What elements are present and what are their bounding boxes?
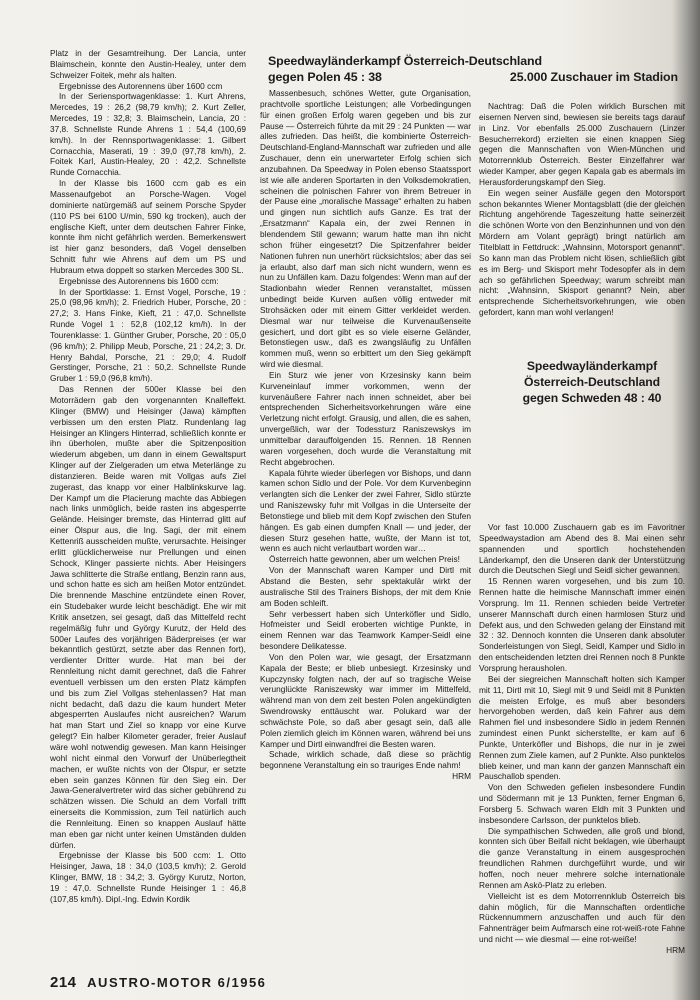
paragraph: Ergebnisse des Autorennens über 1600 ccm: [59, 80, 223, 91]
article-column-addendum: [479, 101, 685, 318]
paragraph: Ein Sturz wie jener von Krzesinsky kann beim Kurveneinlauf immer vorkommen, wenn der kurvenäußere Fahrer nach innen schneidet, aber bei entsprechenden Sicherheitsvorkehrungen wäre eine Verletzung nicht erfolgt. Grausig, und allen, die es sahen, unvergeßlich, war der Todessturz Raniszewskys im unmittelbar darauffolgenden 15. Rennen. 18 Rennen waren vorgesehen, doch wurde die Veranstaltung mit Recht abgebrochen.: [260, 369, 471, 467]
headline-line: Speedwayländerkampf: [526, 359, 658, 373]
paragraph: Das Rennen der 500er Klasse bei den Motorrädern gab den vorgenannten Knalleffekt. Klinger (BMW) und Heisinger (Jawa) kämpften verbissen um den ersten Platz. Rundenlang lag Heisinger an Klingers Hinterrad, schließlich konnte er ihn überholen, mußte aber die Spitzenposition wiederum abgeben, um dann in einem Gewaltspurt Klinger auf der Zielgeraden um etwa Meterlänge zu distanzieren. Beide waren mit Vollgas aufs Ziel zugerast, das knapp vor einer Halblinkskurve lag. Der Kampf um die Placierung machte das Abbiegen nach links unmöglich, beide rasten ins abgesperrte Gelände. Heisinger bremste, das Hinterrad glitt auf einer Ölspur aus, die Ing. Sagi, der mit einem Kettenriß ausscheiden mußte, verursachte. Heisinger erlitt glücklicherweise nur Prellungen und einen Schock, Klinger passierte nichts. Aber Heisingers Jawa schlitterte die Straße entlang, Benzin rann aus, und schon hatte es sich am heißen Motor entzündet. Die brennende Maschine entzündete einen Rover, ein Studebaker wurde leicht beschädigt. Ehe wir mit Kritik ansetzen, sei gesagt, daß das Mittelfeld recht regelmäßig fuhr und György Kurutz, der Held des 500er Laufes des vorjährigen Bäderpreises (er war bekanntlich gestürzt, setzte aber das Rennen fort), verdienter Dritter wurde. Hat man bei der Rennleitung nicht damit gerechnet, daß die Fahrer eventuell verbissen um den ersten Platz kämpfen und bis zum Ziel Vollgas stehenlassen? Hat man nicht bedacht, daß dazu die kaum hundert Meter abgesperrten Auslaufes nicht ausreichen? Warum hat man Start und Ziel so knapp vor eine Kurve gelegt? Ein halber Kilometer gerader, freier Auslauf wäre wohl notwendig gewesen. Man kann Heisinger wohl nicht einmal den Vorwurf der Unüberlegtheit machen, er wußte nichts von der Ölspur, er setzte eben sein ganzes Können für den Sieg ein. Der Jawa-Generalvertreter wird das sicher gebührend zu schätzen wissen. Die Schuld an dem Vorfall trifft einerseits die Kommission, zum Teil natürlich auch die Rennleitung. Einen so knappen Auslauf hätte man eben gar nicht unter keinen Umständen dulden dürfen.: [50, 384, 246, 850]
author-signature: HRM: [666, 944, 685, 955]
paragraph: In der Sportklasse: 1. Ernst Vogel, Porsche, 19 : 25,0 (98,96 km/h); 2. Friedrich Huber, Porsche, 20 : 27,2; 3. Hans Finke, Kieft, 21 : 47,0. Schnellste Runde Vogel 1 : 52,8 (102,12 km/h). In der Tourenklasse: 1. Günther Gruber, Porsche, 20 : 05,0 (96 km/h); 2. Philipp Meub, Porsche, 21 : 24,2; 3. Dr. Henry Bahdal, Porsche, 21 : 29,0; 4. Rudolf Gerstinger, Porsche, 21 : 50,2. Schnellste Runde Gruber 1 : 59,0 (96,8 km/h).: [50, 286, 246, 384]
paragraph: Österreich hatte gewonnen, aber um welchen Preis!: [269, 554, 460, 565]
paragraph: Massenbesuch, schönes Wetter, gute Organisation, prachtvolle sportliche Leistungen; alle Vorbedingungen für einen großen Erfolg waren gegeben und bis zur Pause — Österreich führte da mit 29 : 24 Punkten — war alles zufrieden. Das heißt, die kombinierte Österreich-Deutschland-England-Mannschaft war zufrieden und alle Zuschauer, denn ein unerwarteter Erfolg schien sich anzubahnen. Da Speedway in Polen ebenso Staatssport ist wie alle anderen Sportarten in den Volksdemokratien, scheinen die polnischen Fahrer von ihrem Betreuer in der Pause eine „moralische Massage“ erhalten zu haben und gingen nun sichtlich aufs Ganze. Es trat der „Ersatzmann“ Kapala ein, der zwei Rennen in blendendem Stil gewann; warum hatte man ihn nicht schon früher eingesetzt? Die Spitzenfahrer beider Nationen fuhren nun unerhört rücksichtslos; aber das sei ja erlaubt, also darf man sich nicht wundern, wenn es nun zu Unfällen kam. Dazu folgendes: Wenn man auf der Stadionbahn wieder Rennen veranstaltet, müssen unbedingt beide Kurven außen völlig entweder mit Strohsäcken oder mit einem Gitter verkleidet werden. Diesmal war nur teilweise die Kurvenaußenseite gesichert, und dort gibt es so viele eiserne Geländer, Betonstiegen usw., daß es zwangsläufig zu Unfällen kommen muß, wenn so erbittert um den Sieg gekämpft wird wie diesmal.: [260, 88, 471, 370]
magazine-issue: AUSTRO-MOTOR 6/1956: [87, 975, 267, 990]
paragraph: Kapala führte wieder überlegen vor Bishops, und dann kamen schon Sidlo und der Pole. Vor dem Kurvenbeginn verlangten sich die Lenker der zwei Fahrer, Sidlo stürzte und Raniszewsky fuhr mit Vollgas in die Unterseite der Betonstiege und blieb mit dem Kopf zwischen den Stufen hängen. Es gab einen dumpfen Knall — und jeder, der diesen Sturz gesehen hatte, wußte, der Mann ist tot, wenn es auch nicht verlautbart worden war…: [260, 467, 471, 554]
headline-attendance: 25.000 Zuschauer im Stadion: [509, 69, 678, 84]
paragraph: Platz in der Gesamtreihung. Der Lancia, unter Blaimschein, konnte den Austin-Healey, unter dem Schweizer Foitek, mehr als halten.: [50, 48, 246, 80]
paragraph: Vielleicht ist es dem Motorrennklub Österreich bis dahin möglich, für die Mannschaften ordentliche Rückennummern anzuschaffen und auch für den Fahnenträger beim Aufmarsch eine rot-weiß-rote Fahne und nicht — wie diesmal — eine rot-weiße!: [479, 890, 685, 945]
headline-poland-match: [268, 54, 688, 85]
paragraph: In der Klasse bis 1600 ccm gab es ein Massenaufgebot an Porsche-Wagen. Vogel dominierte natürgemäß auf seinem Porsche Spyder (110 PS bei 6100 U/min, 590 kg trocken), auch der englische Kieft, unter dem deutschen Fahrer Finke, konnte ihm nicht gefährlich werden. Bemerkenswert ist hier ganz besonders, daß Vogel denselben Schnitt fuhr wie Ahrens auf dem um PS und Hubraum etwa doppelt so starken Mercedes 300 SL.: [50, 178, 246, 275]
paragraph: Ein wegen seiner Ausfälle gegen den Motorsport schon bekanntes Wiener Montagsblatt (die der gleichen Richtung angehörende Tageszeitung hatte seinerzeit die schönen Worte von den Benzinhunnen und von den Mördern am Volant geprägt) bringt natürlich am Titelblatt in Fettdruck: „Wahnsinn, Motorsport genannt“. So kann man das Problem nicht lösen, schließlich gibt es im Berg- und Skisport mehr Todesopfer als in dem ach so gefährlichen Speedway; warum schreibt man nicht: „Wahnsinn, Skisport genannt? Nein, aber entsprechende Sicherheitsvorkehrungen, wie oben gefordert, kann man wohl verlangen!: [479, 187, 685, 318]
author-signature: HRM: [452, 771, 471, 782]
headline-line: Speedwayländerkampf Österreich-Deutschland: [268, 54, 542, 68]
paragraph: Von den Schweden gefielen insbesondere Fundin und Södermann mit je 13 Punkten, ferner Engman 6, Forsberg 5. Schwach waren Eldh mit 3 Punkten und insbesondere Carlsson, der punktelos blieb.: [479, 782, 685, 825]
paragraph: Ergebnisse der Klasse bis 500 ccm: 1. Otto Heisinger, Jawa, 18 : 34,0 (103,5 km/h); 2. Gerold Klinger, BMW, 18 : 34,2; 3. György Kurutz, Norton, 19 : 47,0. Schnellste Runde Heisinger 1 : 46,8 (107,85 km/h). Dipl.-Ing. Edwin Kordik: [50, 850, 246, 904]
article-column-sweden-match: [479, 522, 685, 956]
headline-line: Österreich-Deutschland: [524, 375, 660, 389]
paragraph: In der Seriensportwagenklasse: 1. Kurt Ahrens, Mercedes, 19 : 26,2 (98,79 km/h); 2. Kurt Zeller, Mercedes, 19 : 32,8; 3. Blaimschein, Lancia, 20 : 37,8. Schnellste Runde Ahrens 1 : 54,4 (100,69 km/h). In der Rennsportwagenklasse: 1. Gilbert Cornacchia, Maserati, 19 : 39,0 (97,78 km/h), 2. Foitek Karl, Austin-Healey, 20 : 42,2. Schnellste Runde Cornacchia.: [50, 91, 246, 178]
headline-sweden-match: [502, 358, 682, 406]
paragraph: Die sympathischen Schweden, alle groß und blond, konnten sich über Beifall nicht beklagen, wie überhaupt die ganze Veranstaltung in einem ausgesprochen freundlichen Rahmen durchgeführt wurde, und wir hoffen, noch neuer mehrere solche internationale Rennen am Askö-Platz zu erleben.: [479, 825, 685, 890]
headline-line: gegen Schweden 48 : 40: [522, 391, 662, 405]
headline-score: gegen Polen 45 : 38: [268, 69, 382, 84]
paragraph: Von der Mannschaft waren Kamper und Dirtl mit Abstand die Besten, sehr spektakulär wirkt der australische Stil des Trainers Bishops, der mit dem Knie am Boden schleift.: [260, 565, 471, 608]
paragraph: Sehr verbessert haben sich Unterköfler und Sidlo, Hofmeister und Seidl eroberten wichtige Punkte, in einem Rennen war das Teamwork Kamper-Seidl eine besondere Delikatesse.: [260, 608, 471, 652]
page-footer: [50, 974, 266, 991]
page-number: 214: [50, 974, 77, 991]
paragraph: Ergebnisse des Autorennens bis 1600 ccm:: [59, 275, 219, 286]
paragraph: Von den Polen war, wie gesagt, der Ersatzmann Kapala der Beste; er blieb unbesiegt. Krzesinsky und Kupczynsky folgten nach, der auf so tragische Weise verunglückte Raniszewsky war immer im Mittelfeld, während man von dem zeit besten Polen angekündigten Swendrowsky enttäuscht war. Polukard war der schwächste Pole, so daß aber gesagt sein, daß alle Polen ziemlich gleich im Können waren, während bei uns Kamper und Dirtl einwandfrei die Besten waren.: [260, 651, 471, 749]
paragraph: Vor fast 10.000 Zuschauern gab es im Favoritner Speedwaystadion am Abend des 8. Mai einen sehr spannenden und sportlich hochstehenden Länderkampf, den die Unseren dank der Unterstützung durch die Deutschen Siegl und Seidl sicher gewannen.: [479, 522, 685, 576]
article-column-car-race: [50, 48, 246, 905]
headline-line-2: [268, 70, 678, 86]
paragraph: Nachtrag: Daß die Polen wirklich Burschen mit eisernen Nerven sind, bewiesen sie bereits tags darauf in Linz. Vor ebenfalls 25.000 Zuschauern (Linzer Besucherrekord) erzielten sie einen knappen Sieg gegen die Mannschaften von Wien-München und Motorrennklub Österreich. Bester Einzelfahrer war wieder Kamper, aber gegen Kapala gab es abermals im Herausforderungskampf den Sieg.: [479, 101, 685, 187]
paragraph: Bei der siegreichen Mannschaft holten sich Kamper mit 11, Dirtl mit 10, Siegl mit 9 und Seidl mit 8 Punkten die meisten Erfolge, es muß aber besonders hervorgehoben werden, daß kein Fahrer aus dem Rahmen fiel und insbesondere Sidlo in jedem Rennen zumindest einen Punkt sicherstellte, er kam auf 6 Punkte, Unterköfler und Bishops, die nur in je zwei Rennen zum Ziele kamen, auf 2 Punkte. Also punktelos blieb keiner, und man kann der ganzen Mannschaft ein Pauschallob spenden.: [479, 673, 685, 782]
paragraph: 15 Rennen waren vorgesehen, und bis zum 10. Rennen hatte die heimische Mannschaft immer einen Vorsprung. Im 11. Rennen schieden beide Vertreter unserer Mannschaft durch einen harmlosen Sturz und Defekt aus, und den Schweden gelang der Einstand mit 32 : 32. Dennoch konnten die Unseren dank absoluter Sonderleistungen von Siegl, Seidl, Kamper und Sidlo in den entscheidenden letzten drei Rennen noch 8 Punkte Vorsprung herausholen.: [479, 576, 685, 673]
paragraph: Schade, wirklich schade, daß diese so prächtig begonnene Veranstaltung ein so trauriges Ende nahm!: [260, 749, 471, 771]
article-column-poland-match: [260, 88, 471, 782]
